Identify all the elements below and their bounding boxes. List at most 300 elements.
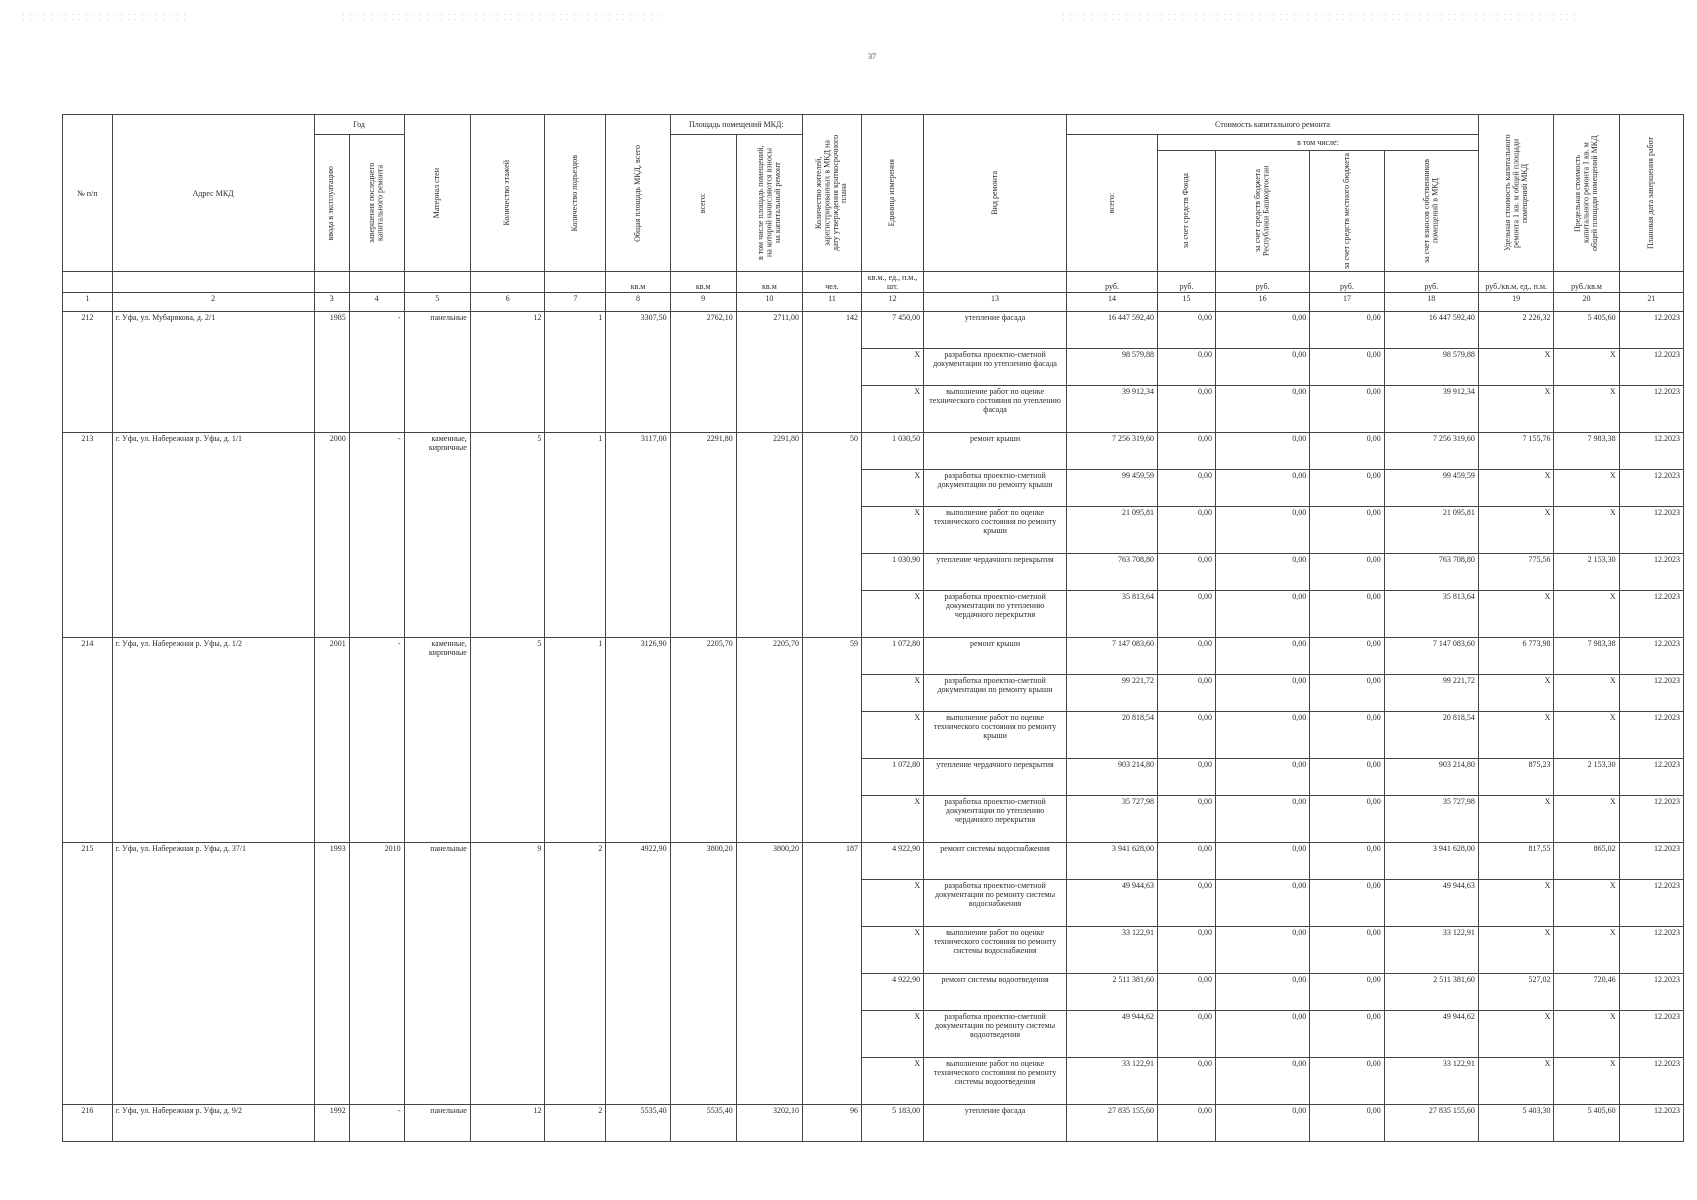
building-address: г. Уфа, ул. Набережная р. Уфы, д. 9/2 (112, 1105, 314, 1142)
scan-noise (20, 12, 190, 22)
cost-republic: 0,00 (1216, 927, 1310, 974)
column-number: 15 (1158, 293, 1216, 312)
cost-total: 7 256 319,60 (1066, 433, 1157, 470)
cost-local: 0,00 (1310, 433, 1385, 470)
cost-owners: 39 912,34 (1384, 386, 1478, 433)
building-num: 212 (63, 312, 113, 433)
unit-cell: кв.м (670, 272, 736, 293)
column-number: 10 (736, 293, 802, 312)
cost-total: 98 579,88 (1066, 349, 1157, 386)
header-incl: в том числе: (1158, 135, 1479, 151)
work-qty: 7 450,00 (862, 312, 924, 349)
cost-owners: 3 941 628,00 (1384, 843, 1478, 880)
unit-cost: X (1478, 675, 1554, 712)
year-last-repair: - (349, 312, 404, 433)
premises-total: 2291,80 (670, 433, 736, 638)
unit-cell: руб./кв.м (1554, 272, 1619, 293)
cost-local: 0,00 (1310, 759, 1385, 796)
cost-fund: 0,00 (1158, 675, 1216, 712)
entrances: 1 (545, 433, 606, 638)
cost-republic: 0,00 (1216, 1058, 1310, 1105)
cost-fund: 0,00 (1158, 1105, 1216, 1142)
building-address: г. Уфа, ул. Мубарякова, д. 2/1 (112, 312, 314, 433)
unit-cost: 7 155,76 (1478, 433, 1554, 470)
unit-cost: 875,23 (1478, 759, 1554, 796)
cost-local: 0,00 (1310, 796, 1385, 843)
residents: 187 (803, 843, 862, 1105)
column-number: 14 (1066, 293, 1157, 312)
cost-total: 27 835 155,60 (1066, 1105, 1157, 1142)
total-area: 4922,90 (606, 843, 670, 1105)
unit-cell: руб. (1384, 272, 1478, 293)
table-row (63, 312, 1684, 349)
column-number: 12 (862, 293, 924, 312)
work-type: разработка проектно-сметной документации по ремонту крыши (924, 675, 1067, 712)
floors: 12 (470, 312, 545, 433)
building-address: г. Уфа, ул. Набережная р. Уфы, д. 1/1 (112, 433, 314, 638)
cost-republic: 0,00 (1216, 554, 1310, 591)
premises-owners: 3800,20 (736, 843, 802, 1105)
limit-cost: X (1554, 1011, 1619, 1058)
cost-fund: 0,00 (1158, 349, 1216, 386)
planned-date: 12.2023 (1619, 1105, 1683, 1142)
units-row (63, 272, 1684, 293)
column-number: 11 (803, 293, 862, 312)
work-type: выполнение работ по оценке технического состояния по ремонту крыши (924, 712, 1067, 759)
work-type: разработка проектно-сметной документации по утеплению фасада (924, 349, 1067, 386)
cost-republic: 0,00 (1216, 880, 1310, 927)
header-cost-owners: за счет взносов собственников помещений в МКД (1384, 151, 1478, 272)
premises-total: 3800,20 (670, 843, 736, 1105)
work-qty: X (862, 712, 924, 759)
header-cost-republic: за счет средств бюджета Республики Башкортостан (1216, 151, 1310, 272)
building-address: г. Уфа, ул. Набережная р. Уфы, д. 37/1 (112, 843, 314, 1105)
cost-fund: 0,00 (1158, 1011, 1216, 1058)
unit-cost: 775,56 (1478, 554, 1554, 591)
column-number: 16 (1216, 293, 1310, 312)
residents: 50 (803, 433, 862, 638)
planned-date: 12.2023 (1619, 880, 1683, 927)
planned-date: 12.2023 (1619, 591, 1683, 638)
cost-owners: 2 511 381,60 (1384, 974, 1478, 1011)
work-qty: X (862, 927, 924, 974)
cost-owners: 35 727,98 (1384, 796, 1478, 843)
work-type: утепление чердачного перекрытия (924, 554, 1067, 591)
column-number: 19 (1478, 293, 1554, 312)
cost-republic: 0,00 (1216, 638, 1310, 675)
unit-cost: X (1478, 507, 1554, 554)
unit-cell: руб. (1158, 272, 1216, 293)
cost-fund: 0,00 (1158, 927, 1216, 974)
limit-cost: 5 405,60 (1554, 312, 1619, 349)
planned-date: 12.2023 (1619, 470, 1683, 507)
unit-cost: X (1478, 712, 1554, 759)
cost-republic: 0,00 (1216, 843, 1310, 880)
unit-cost: 6 773,98 (1478, 638, 1554, 675)
cost-republic: 0,00 (1216, 591, 1310, 638)
cost-total: 7 147 083,60 (1066, 638, 1157, 675)
premises-owners: 2291,80 (736, 433, 802, 638)
limit-cost: 2 153,30 (1554, 759, 1619, 796)
total-area: 3307,50 (606, 312, 670, 433)
wall-material: каменные, кирпичные (404, 638, 470, 843)
work-qty: X (862, 470, 924, 507)
unit-cell: кв.м (736, 272, 802, 293)
unit-cell: руб./кв.м, ед., п.м. (1478, 272, 1554, 293)
floors: 12 (470, 1105, 545, 1142)
cost-total: 763 708,80 (1066, 554, 1157, 591)
work-qty: 4 922,90 (862, 974, 924, 1011)
cost-fund: 0,00 (1158, 507, 1216, 554)
limit-cost: X (1554, 880, 1619, 927)
cost-local: 0,00 (1310, 386, 1385, 433)
cost-local: 0,00 (1310, 554, 1385, 591)
wall-material: панельные (404, 843, 470, 1105)
unit-cost: X (1478, 591, 1554, 638)
column-number: 21 (1619, 293, 1683, 312)
unit-cost: X (1478, 880, 1554, 927)
work-type: утепление фасада (924, 1105, 1067, 1142)
work-qty: X (862, 1011, 924, 1058)
limit-cost: 2 153,30 (1554, 554, 1619, 591)
work-type: разработка проектно-сметной документации по ремонту системы водоснабжения (924, 880, 1067, 927)
cost-local: 0,00 (1310, 1105, 1385, 1142)
work-type: ремонт крыши (924, 638, 1067, 675)
limit-cost: 865,02 (1554, 843, 1619, 880)
cost-total: 35 727,98 (1066, 796, 1157, 843)
planned-date: 12.2023 (1619, 433, 1683, 470)
header-premises-owners: в том числе площадь помещений, на которой начисляются взносы на капитальный ремонт (736, 135, 802, 272)
scan-noise (340, 12, 660, 22)
unit-cost: X (1478, 349, 1554, 386)
table-row (63, 1105, 1684, 1142)
limit-cost: X (1554, 927, 1619, 974)
cost-owners: 99 459,59 (1384, 470, 1478, 507)
header-cost-fund: за счет средств Фонда (1158, 151, 1216, 272)
work-qty: X (862, 675, 924, 712)
column-number: 2 (112, 293, 314, 312)
work-type: ремонт системы водоотведения (924, 974, 1067, 1011)
limit-cost: X (1554, 470, 1619, 507)
header-floors: Количество этажей (470, 115, 545, 272)
cost-fund: 0,00 (1158, 312, 1216, 349)
planned-date: 12.2023 (1619, 1058, 1683, 1105)
column-number: 13 (924, 293, 1067, 312)
wall-material: каменные, кирпичные (404, 433, 470, 638)
cost-republic: 0,00 (1216, 1105, 1310, 1142)
table-body (63, 312, 1684, 1142)
header-premises-group: Площадь помещений МКД: (670, 115, 802, 135)
unit-cost: 2 226,32 (1478, 312, 1554, 349)
planned-date: 12.2023 (1619, 974, 1683, 1011)
cost-total: 39 912,34 (1066, 386, 1157, 433)
cost-local: 0,00 (1310, 1011, 1385, 1058)
cost-owners: 7 256 319,60 (1384, 433, 1478, 470)
column-number: 9 (670, 293, 736, 312)
header-num: № п/п (63, 115, 113, 272)
planned-date: 12.2023 (1619, 554, 1683, 591)
column-number: 3 (314, 293, 349, 312)
work-qty: X (862, 507, 924, 554)
premises-owners: 3202,10 (736, 1105, 802, 1142)
cost-owners: 49 944,63 (1384, 880, 1478, 927)
cost-total: 99 459,59 (1066, 470, 1157, 507)
premises-total: 2205,70 (670, 638, 736, 843)
total-area: 3117,00 (606, 433, 670, 638)
cost-republic: 0,00 (1216, 470, 1310, 507)
work-type: утепление фасада (924, 312, 1067, 349)
cost-total: 99 221,72 (1066, 675, 1157, 712)
unit-cost: X (1478, 1058, 1554, 1105)
work-type: разработка проектно-сметной документации по утеплению чердачного перекрытия (924, 796, 1067, 843)
unit-cell: чел. (803, 272, 862, 293)
unit-cell: руб. (1066, 272, 1157, 293)
work-qty: X (862, 1058, 924, 1105)
cost-total: 3 941 628,00 (1066, 843, 1157, 880)
cost-local: 0,00 (1310, 927, 1385, 974)
work-type: ремонт системы водоснабжения (924, 843, 1067, 880)
table-row (63, 638, 1684, 675)
cost-owners: 16 447 592,40 (1384, 312, 1478, 349)
column-number: 7 (545, 293, 606, 312)
table-row (63, 843, 1684, 880)
unit-cost: X (1478, 470, 1554, 507)
header-limit-cost: Предельная стоимость капитального ремонта 1 кв. м общей площади помещений МКД (1554, 115, 1619, 272)
column-number-row (63, 293, 1684, 312)
year-commission: 2000 (314, 433, 349, 638)
column-number: 6 (470, 293, 545, 312)
year-last-repair: - (349, 433, 404, 638)
premises-total: 2762,10 (670, 312, 736, 433)
work-type: разработка проектно-сметной документации по утеплению чердачного перекрытия (924, 591, 1067, 638)
cost-owners: 33 122,91 (1384, 927, 1478, 974)
planned-date: 12.2023 (1619, 386, 1683, 433)
floors: 5 (470, 638, 545, 843)
cost-fund: 0,00 (1158, 591, 1216, 638)
cost-local: 0,00 (1310, 349, 1385, 386)
limit-cost: X (1554, 796, 1619, 843)
cost-fund: 0,00 (1158, 843, 1216, 880)
building-address: г. Уфа, ул. Набережная р. Уфы, д. 1/2 (112, 638, 314, 843)
entrances: 2 (545, 1105, 606, 1142)
cost-total: 35 813,64 (1066, 591, 1157, 638)
premises-owners: 2205,70 (736, 638, 802, 843)
limit-cost: X (1554, 386, 1619, 433)
cost-fund: 0,00 (1158, 974, 1216, 1011)
unit-cell: руб. (1310, 272, 1385, 293)
table-header (63, 115, 1684, 312)
header-residents: Количество жителей, зарегистрированных в МКД на дату утверждения краткосрочного плана (803, 115, 862, 272)
cost-owners: 903 214,80 (1384, 759, 1478, 796)
year-last-repair: 2010 (349, 843, 404, 1105)
header-cost-total: всего: (1066, 135, 1157, 272)
cost-republic: 0,00 (1216, 1011, 1310, 1058)
work-type: выполнение работ по оценке технического состояния по ремонту системы водоотведения (924, 1058, 1067, 1105)
cost-owners: 98 579,88 (1384, 349, 1478, 386)
cost-owners: 27 835 155,60 (1384, 1105, 1478, 1142)
cost-fund: 0,00 (1158, 554, 1216, 591)
table-row (63, 433, 1684, 470)
cost-total: 33 122,91 (1066, 927, 1157, 974)
work-type: разработка проектно-сметной документации по ремонту системы водоотведения (924, 1011, 1067, 1058)
cost-local: 0,00 (1310, 507, 1385, 554)
unit-cell: кв.м (606, 272, 670, 293)
work-qty: X (862, 796, 924, 843)
cost-fund: 0,00 (1158, 712, 1216, 759)
year-commission: 1993 (314, 843, 349, 1105)
planned-date: 12.2023 (1619, 712, 1683, 759)
unit-cost: 527,02 (1478, 974, 1554, 1011)
repair-plan-table (62, 114, 1684, 1142)
cost-republic: 0,00 (1216, 712, 1310, 759)
unit-cost: X (1478, 927, 1554, 974)
limit-cost: X (1554, 712, 1619, 759)
work-qty: X (862, 880, 924, 927)
limit-cost: 5 405,60 (1554, 1105, 1619, 1142)
cost-republic: 0,00 (1216, 349, 1310, 386)
building-num: 214 (63, 638, 113, 843)
planned-date: 12.2023 (1619, 1011, 1683, 1058)
entrances: 2 (545, 843, 606, 1105)
cost-local: 0,00 (1310, 312, 1385, 349)
year-commission: 1985 (314, 312, 349, 433)
cost-owners: 20 818,54 (1384, 712, 1478, 759)
work-qty: 1 072,80 (862, 638, 924, 675)
cost-fund: 0,00 (1158, 880, 1216, 927)
cost-republic: 0,00 (1216, 433, 1310, 470)
cost-local: 0,00 (1310, 712, 1385, 759)
unit-cost: X (1478, 1011, 1554, 1058)
cost-republic: 0,00 (1216, 796, 1310, 843)
planned-date: 12.2023 (1619, 843, 1683, 880)
premises-total: 5535,40 (670, 1105, 736, 1142)
work-qty: 4 922,90 (862, 843, 924, 880)
cost-fund: 0,00 (1158, 638, 1216, 675)
page-number: 37 (868, 52, 876, 61)
cost-total: 903 214,80 (1066, 759, 1157, 796)
entrances: 1 (545, 638, 606, 843)
cost-fund: 0,00 (1158, 433, 1216, 470)
unit-cell: кв.м., ед., п.м., шт. (862, 272, 924, 293)
work-qty: 1 030,50 (862, 433, 924, 470)
header-wall-material: Материал стен (404, 115, 470, 272)
cost-fund: 0,00 (1158, 796, 1216, 843)
cost-owners: 7 147 083,60 (1384, 638, 1478, 675)
unit-cost: X (1478, 386, 1554, 433)
column-number: 5 (404, 293, 470, 312)
limit-cost: X (1554, 349, 1619, 386)
work-qty: 5 183,00 (862, 1105, 924, 1142)
building-num: 215 (63, 843, 113, 1105)
work-qty: 1 072,80 (862, 759, 924, 796)
cost-republic: 0,00 (1216, 974, 1310, 1011)
cost-local: 0,00 (1310, 591, 1385, 638)
cost-total: 20 818,54 (1066, 712, 1157, 759)
cost-total: 2 511 381,60 (1066, 974, 1157, 1011)
building-num: 213 (63, 433, 113, 638)
cost-total: 49 944,63 (1066, 880, 1157, 927)
header-year-group: Год (314, 115, 404, 135)
cost-fund: 0,00 (1158, 759, 1216, 796)
work-type: утепление чердачного перекрытия (924, 759, 1067, 796)
unit-cost: 817,55 (1478, 843, 1554, 880)
limit-cost: X (1554, 507, 1619, 554)
total-area: 5535,40 (606, 1105, 670, 1142)
header-cost-local: за счет средств местного бюджета (1310, 151, 1385, 272)
cost-local: 0,00 (1310, 675, 1385, 712)
cost-local: 0,00 (1310, 974, 1385, 1011)
wall-material: панельные (404, 1105, 470, 1142)
cost-local: 0,00 (1310, 880, 1385, 927)
work-type: выполнение работ по оценке технического состояния по ремонту крыши (924, 507, 1067, 554)
column-number: 20 (1554, 293, 1619, 312)
header-total-area: Общая площадь МКД, всего (606, 115, 670, 272)
column-number: 4 (349, 293, 404, 312)
column-number: 1 (63, 293, 113, 312)
cost-owners: 49 944,62 (1384, 1011, 1478, 1058)
total-area: 3126,90 (606, 638, 670, 843)
cost-owners: 35 813,64 (1384, 591, 1478, 638)
work-type: ремонт крыши (924, 433, 1067, 470)
cost-owners: 21 095,81 (1384, 507, 1478, 554)
cost-total: 21 095,81 (1066, 507, 1157, 554)
limit-cost: X (1554, 1058, 1619, 1105)
cost-republic: 0,00 (1216, 759, 1310, 796)
floors: 5 (470, 433, 545, 638)
limit-cost: 7 983,38 (1554, 638, 1619, 675)
premises-owners: 2711,00 (736, 312, 802, 433)
column-number: 17 (1310, 293, 1385, 312)
wall-material: панельные (404, 312, 470, 433)
year-commission: 2001 (314, 638, 349, 843)
cost-owners: 763 708,80 (1384, 554, 1478, 591)
residents: 96 (803, 1105, 862, 1142)
column-number: 8 (606, 293, 670, 312)
building-num: 216 (63, 1105, 113, 1142)
header-address: Адрес МКД (112, 115, 314, 272)
planned-date: 12.2023 (1619, 927, 1683, 974)
header-unit: Единица измерения (862, 115, 924, 272)
cost-local: 0,00 (1310, 843, 1385, 880)
limit-cost: 7 983,38 (1554, 433, 1619, 470)
work-qty: X (862, 591, 924, 638)
cost-total: 33 122,91 (1066, 1058, 1157, 1105)
limit-cost: X (1554, 591, 1619, 638)
year-last-repair: - (349, 1105, 404, 1142)
planned-date: 12.2023 (1619, 675, 1683, 712)
work-qty: X (862, 349, 924, 386)
cost-local: 0,00 (1310, 638, 1385, 675)
entrances: 1 (545, 312, 606, 433)
cost-local: 0,00 (1310, 470, 1385, 507)
cost-local: 0,00 (1310, 1058, 1385, 1105)
planned-date: 12.2023 (1619, 796, 1683, 843)
cost-republic: 0,00 (1216, 675, 1310, 712)
cost-republic: 0,00 (1216, 386, 1310, 433)
header-work-type: Вид ремонта (924, 115, 1067, 272)
cost-owners: 33 122,91 (1384, 1058, 1478, 1105)
planned-date: 12.2023 (1619, 312, 1683, 349)
header-premises-total: всего: (670, 135, 736, 272)
cost-owners: 99 221,72 (1384, 675, 1478, 712)
limit-cost: X (1554, 675, 1619, 712)
cost-total: 16 447 592,40 (1066, 312, 1157, 349)
cost-republic: 0,00 (1216, 312, 1310, 349)
limit-cost: 720,46 (1554, 974, 1619, 1011)
unit-cost: X (1478, 796, 1554, 843)
planned-date: 12.2023 (1619, 507, 1683, 554)
floors: 9 (470, 843, 545, 1105)
